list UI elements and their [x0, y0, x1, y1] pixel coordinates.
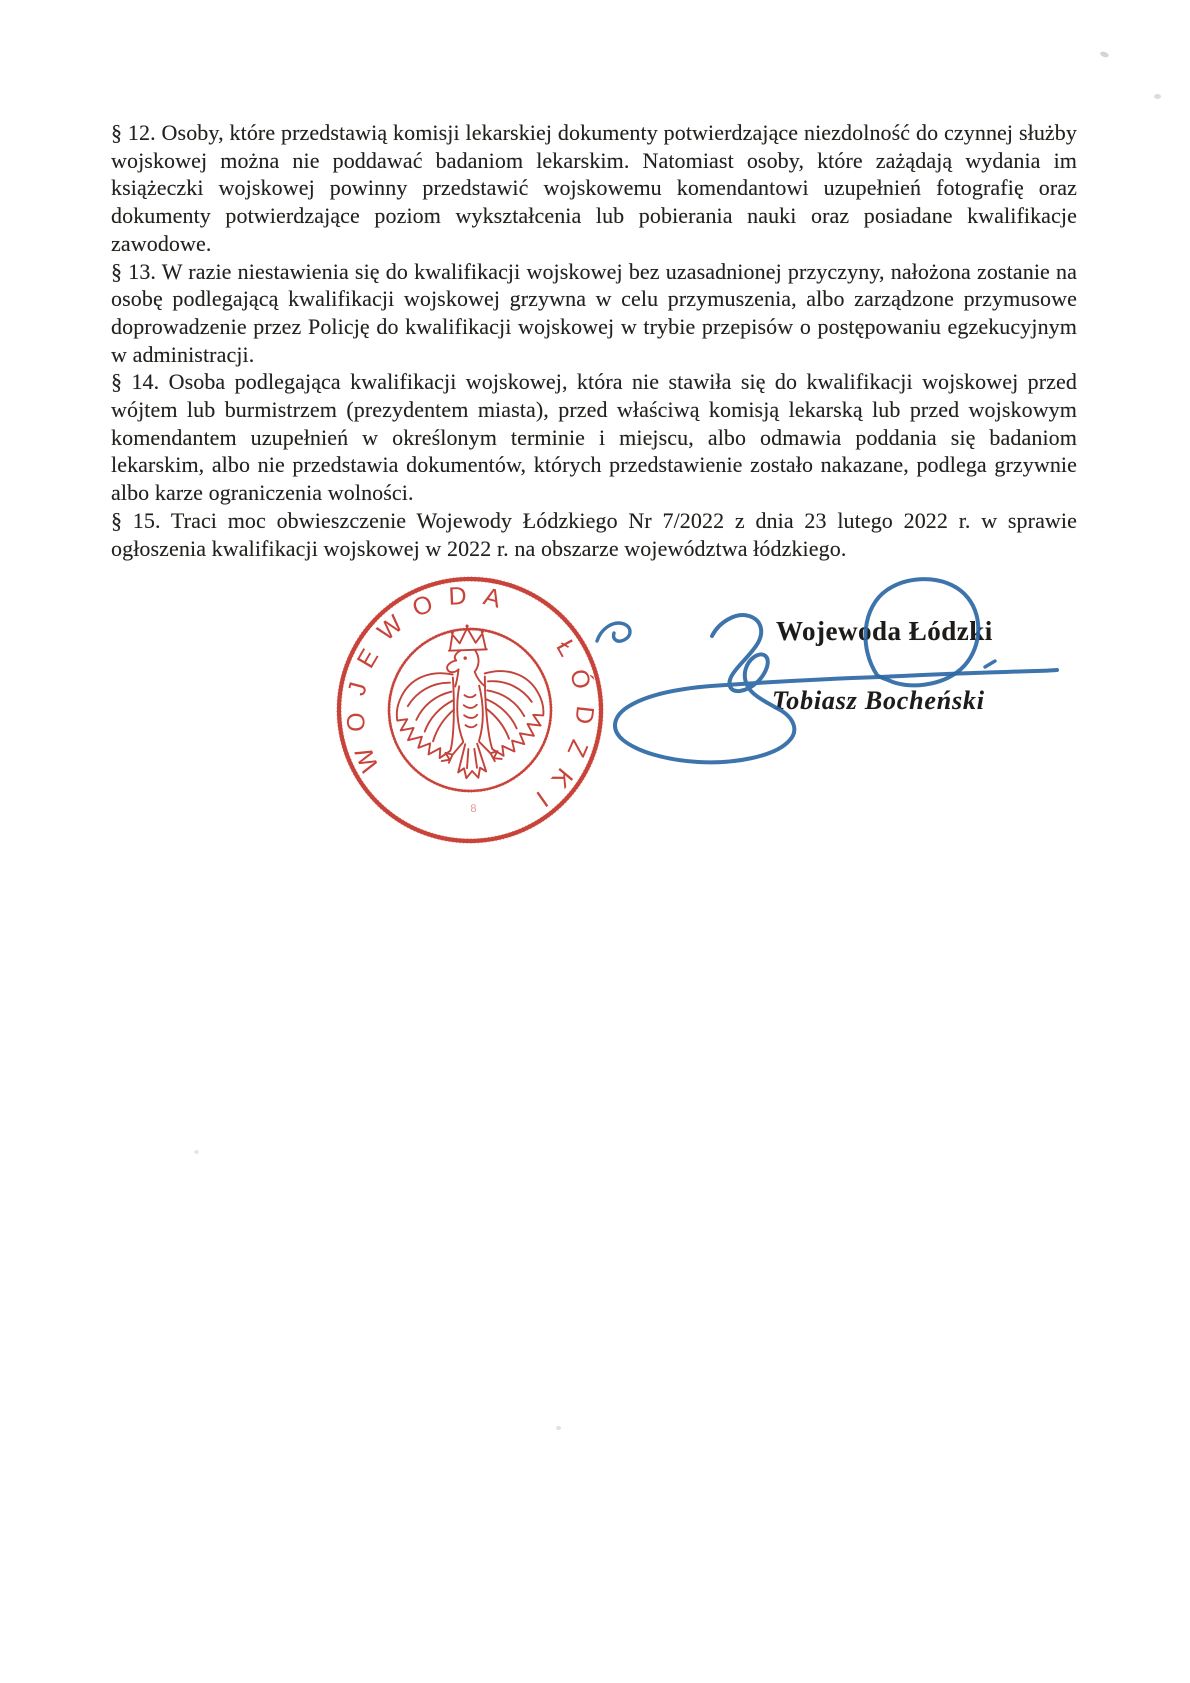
eagle-tail	[457, 743, 486, 778]
scan-speck	[1154, 94, 1161, 99]
scan-speck	[556, 1426, 561, 1430]
seal-graphic	[320, 560, 620, 860]
crown-pearl	[465, 624, 468, 627]
eagle-right-wing	[484, 670, 545, 757]
eagle-left-wing-feathers	[407, 682, 455, 742]
scan-speck	[1099, 51, 1109, 59]
paragraph-13: § 13. W razie niestawienia się do kwalifikacji wojskowej bez uzasadnionej przyczyny, nałożona zostanie na osobę podlegającą kwalifikacji wojskowej grzywna w celu przymuszenia, albo zarządzone przymusowe doprowadzenie przez Policję do kwalifikacji wojskowej w trybie przepisów o postępowaniu egzekucyjnym w administracji.	[111, 258, 1077, 367]
signature-end-tick	[985, 661, 995, 667]
paragraph-12: § 12. Osoby, które przedstawią komisji lekarskiej dokumenty potwierdzające niezdolność do czynnej służby wojskowej można nie poddawać badaniom lekarskim. Natomiast osoby, które zażądają wydania im książeczki wojskowej powinny przedstawić wojskowemu komendantowi uzupełnień fotografię oraz dokumenty potwierdzające poziom wykształcenia lub pobierania nauki oraz posiadane kwalifikacje zawodowe.	[111, 120, 1077, 256]
paragraph-15: § 15. Traci moc obwieszczenie Wojewody Łódzkiego Nr 7/2022 z dnia 23 lutego 2022 r. w sprawie ogłoszenia kwalifikacji wojskowej w 2022 r. na obszarze województwa łódzkiego.	[111, 507, 1077, 561]
eagle-body	[456, 686, 483, 742]
seal-inner-ring-texture	[386, 626, 554, 794]
eagle-right-wing-feathers	[485, 680, 533, 740]
signer-title: Wojewoda Łódzki	[776, 616, 993, 646]
seal-text-path: WOJEWODA ŁÓDZKI	[341, 581, 600, 821]
seal-series-mark: 8	[470, 802, 477, 816]
official-seal	[320, 560, 620, 860]
eagle-chest-feathers	[463, 695, 477, 728]
signer-name: Tobiasz Bocheński	[772, 686, 985, 715]
scan-speck	[194, 1150, 199, 1154]
seal-inner-ring	[386, 626, 554, 794]
paragraph-14: § 14. Osoba podlegająca kwalifikacji wojskowej, która nie stawiła się do kwalifikacji wojskowej przed wójtem lub burmistrzem (prezydentem miasta), przed właściwą komisją lekarską lub przed wojskowym komendantem uzupełnień w określonym terminie i miejscu, albo odmawia poddania się badaniom lekarskim, albo nie przedstawia dokumentów, których przedstawienie zostało nakazane, podlega grzywnie albo karze ograniczenia wolności.	[111, 369, 1077, 506]
polish-eagle-emblem	[394, 622, 546, 781]
eagle-eye	[463, 656, 467, 660]
ordinance-text	[111, 119, 1077, 562]
